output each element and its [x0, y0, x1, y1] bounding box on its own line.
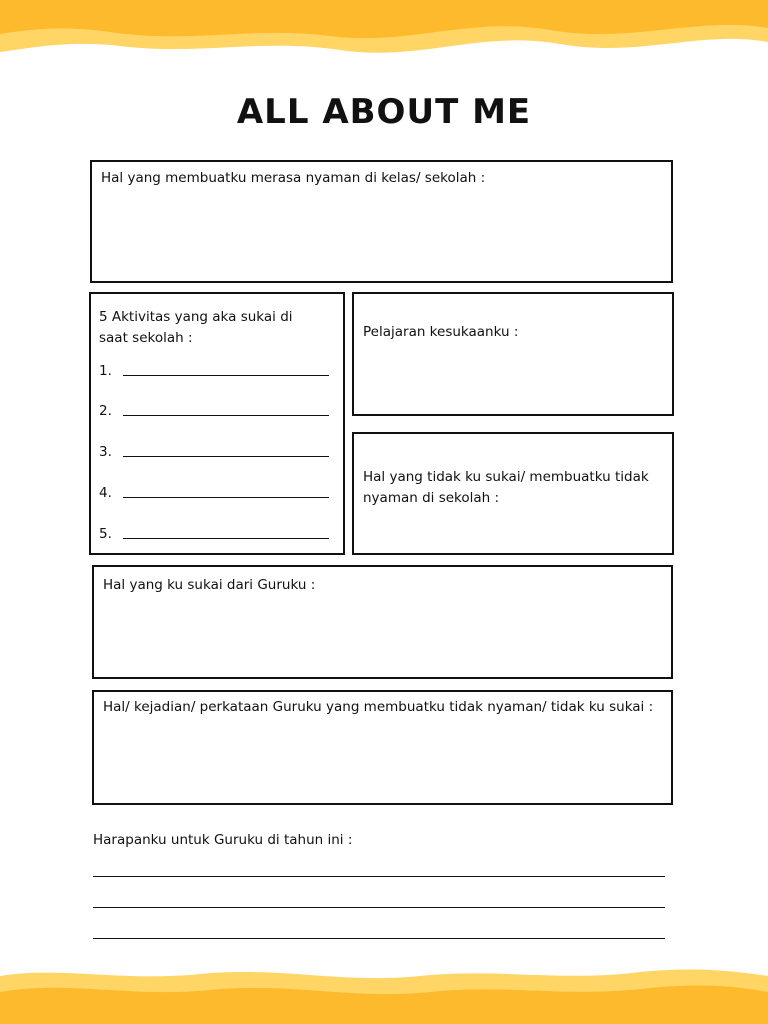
activity-item[interactable]	[99, 442, 329, 462]
teacher-likes-label: Hal yang ku sukai dari Guruku :	[103, 577, 316, 593]
activity-item[interactable]	[99, 483, 329, 503]
activity-write-line	[123, 375, 329, 376]
activity-number: 2.	[99, 403, 112, 419]
activity-write-line	[123, 415, 329, 416]
favorite-subject-box[interactable]	[352, 292, 674, 416]
activity-number: 3.	[99, 444, 112, 460]
activities-box[interactable]	[89, 292, 345, 555]
top-wave-decoration	[0, 0, 768, 70]
activity-write-line	[123, 538, 329, 539]
bottom-wave-decoration	[0, 962, 768, 1024]
comfort-label: Hal yang membuatku merasa nyaman di kelas/ sekolah :	[101, 170, 486, 186]
activity-item[interactable]	[99, 401, 329, 421]
teacher-likes-box[interactable]	[92, 565, 673, 679]
hopes-write-line[interactable]	[93, 907, 665, 908]
activity-item[interactable]	[99, 524, 329, 544]
activity-number: 1.	[99, 363, 112, 379]
activity-write-line	[123, 456, 329, 457]
activities-label: 5 Aktivitas yang aka sukai di saat sekolah :	[99, 309, 293, 346]
dislikes-label: Hal yang tidak ku sukai/ membuatku tidak nyaman di sekolah :	[363, 469, 649, 506]
favorite-subject-label: Pelajaran kesukaanku :	[363, 324, 519, 340]
activity-item[interactable]	[99, 361, 329, 381]
teacher-dislikes-box[interactable]	[92, 690, 673, 805]
hopes-write-line[interactable]	[93, 876, 665, 877]
activity-number: 5.	[99, 526, 112, 542]
teacher-dislikes-label: Hal/ kejadian/ perkataan Guruku yang membuatku tidak nyaman/ tidak ku sukai :	[103, 699, 654, 715]
activity-write-line	[123, 497, 329, 498]
page-title: ALL ABOUT ME	[236, 92, 532, 132]
hopes-write-line[interactable]	[93, 938, 665, 939]
comfort-box[interactable]	[90, 160, 673, 283]
dislikes-box[interactable]	[352, 432, 674, 555]
activity-number: 4.	[99, 485, 112, 501]
hopes-label: Harapanku untuk Guruku di tahun ini :	[93, 832, 353, 848]
